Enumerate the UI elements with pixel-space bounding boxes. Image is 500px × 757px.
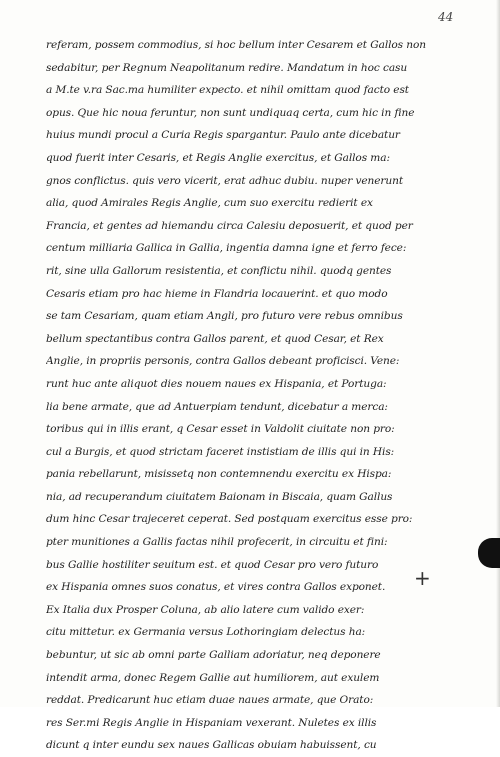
text-line: quod fuerit inter Cesaris, et Regis Anglie exercitus, et Gallos ma: <box>46 151 390 164</box>
text-line: intendit arma, donec Regem Gallie aut humiliorem, aut exulem <box>46 671 380 684</box>
text-line: bellum spectantibus contra Gallos parent, et quod Cesar, et Rex <box>46 332 384 345</box>
text-line: Francia, et gentes ad hiemandu circa Calesiu deposuerit, et quod per <box>46 219 413 232</box>
text-line: lia bene armate, que ad Antuerpiam tendunt, dicebatur a merca: <box>46 400 388 413</box>
text-line: sedabitur, per Regnum Neapolitanum redire. Mandatum in hoc casu <box>46 61 408 74</box>
text-line: alia, quod Amirales Regis Anglie, cum suo exercitu redierit ex <box>46 197 373 210</box>
handwritten-text-block <box>46 34 451 757</box>
margin-cross-mark: + <box>414 566 431 590</box>
page-edge-shadow <box>496 0 500 707</box>
text-line: opus. Que hic noua feruntur, non sunt undiquaq certa, cum hic in fine <box>46 106 415 119</box>
ink-blot <box>478 538 500 568</box>
text-line: ex Hispania omnes suos conatus, et vires contra Gallos exponet. <box>46 581 386 594</box>
text-line: a M.te v.ra Sac.ma humiliter expecto. et nihil omittam quod facto est <box>46 84 409 97</box>
text-line: Cesaris etiam pro hac hieme in Flandria locauerint. et quo modo <box>46 287 388 300</box>
text-line: referam, possem commodius, si hoc bellum inter Cesarem et Gallos non <box>46 39 426 51</box>
text-line: res Ser.mi Regis Anglie in Hispaniam vexerant. Nuletes ex illis <box>46 716 377 729</box>
text-line: nia, ad recuperandum ciuitatem Baionam in Biscaia, quam Gallus <box>46 490 393 503</box>
page-number: 44 <box>438 10 454 24</box>
text-line: bebuntur, ut sic ab omni parte Galliam adoriatur, neq deponere <box>46 649 381 662</box>
text-line: reddat. Predicarunt huc etiam duae naues armate, que Orato: <box>46 694 374 707</box>
text-line: centum milliaria Gallica in Gallia, ingentia damna igne et ferro fece: <box>46 242 407 255</box>
text-line: toribus qui in illis erant, q Cesar esset in Valdolit ciuitate non pro: <box>46 423 395 436</box>
text-line: dicunt q inter eundu sex naues Gallicas obuiam habuissent, cu <box>46 739 377 752</box>
text-line: bus Gallie hostiliter seuitum est. et quod Cesar pro vero futuro <box>46 558 379 571</box>
text-line: citu mittetur. ex Germania versus Lothoringiam delectus ha: <box>46 626 366 639</box>
text-line: se tam Cesariam, quam etiam Angli, pro futuro vere rebus omnibus <box>46 310 403 323</box>
text-line: pter munitiones a Gallis factas nihil profecerit, in circuitu et fini: <box>46 536 388 549</box>
text-line: runt huc ante aliquot dies nouem naues ex Hispania, et Portuga: <box>46 377 387 390</box>
text-line: rit, sine ulla Gallorum resistentia, et conflictu nihil. quodq gentes <box>46 264 392 277</box>
text-line: cul a Burgis, et quod strictam faceret instistiam de illis qui in His: <box>46 445 395 458</box>
text-line: huius mundi procul a Curia Regis spargantur. Paulo ante dicebatur <box>46 129 400 142</box>
text-line: Anglie, in propriis personis, contra Gallos debeant proficisci. Vene: <box>46 355 400 368</box>
text-line: pania rebellarunt, misissetq non contemnendu exercitu ex Hispa: <box>46 468 392 481</box>
text-line: dum hinc Cesar trajeceret ceperat. Sed postquam exercitus esse pro: <box>46 513 413 526</box>
text-line: gnos conflictus. quis vero vicerit, erat adhuc dubiu. nuper venerunt <box>46 174 403 187</box>
text-line: Ex Italia dux Prosper Coluna, ab alio latere cum valido exer: <box>46 603 365 616</box>
